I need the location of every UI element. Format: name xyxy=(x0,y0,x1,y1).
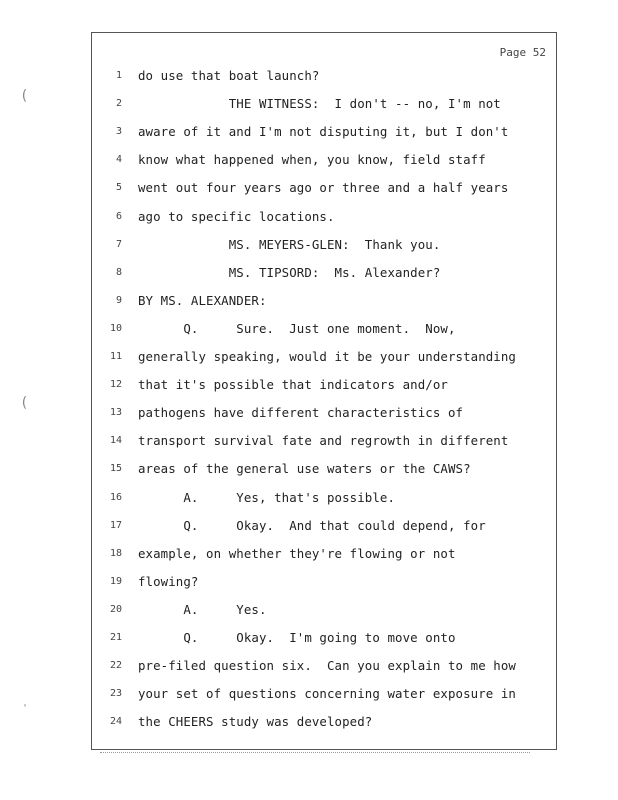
transcript-line xyxy=(92,320,556,340)
line-number: 23 xyxy=(109,688,122,700)
transcript-line xyxy=(92,236,556,256)
transcript-line xyxy=(92,657,556,677)
transcript-line xyxy=(92,545,556,565)
line-number: 8 xyxy=(115,266,122,278)
line-number: 3 xyxy=(115,126,122,138)
transcript-line xyxy=(92,713,556,733)
line-number: 1 xyxy=(115,70,122,81)
line-number: 20 xyxy=(109,603,122,615)
transcript-line xyxy=(92,179,556,199)
line-number: 24 xyxy=(109,716,122,728)
transcript-line xyxy=(92,517,556,537)
transcript-line xyxy=(92,95,556,115)
line-text: MS. TIPSORD: Ms. Alexander? xyxy=(138,264,441,280)
line-text: pathogens have different characteristics of xyxy=(138,405,464,421)
line-text: ago to specific locations. xyxy=(138,208,335,224)
line-number: 14 xyxy=(109,435,122,447)
line-number: 7 xyxy=(115,238,122,250)
line-text: areas of the general use waters or the CAWS? xyxy=(138,461,471,477)
line-text: Q. Sure. Just one moment. Now, xyxy=(138,320,456,336)
page-bottom-rule xyxy=(100,752,530,753)
line-text: Q. Okay. And that could depend, for xyxy=(138,517,486,533)
line-text: A. Yes, that's possible. xyxy=(138,489,396,505)
line-number: 4 xyxy=(115,154,122,166)
transcript-line xyxy=(92,264,556,284)
line-number: 15 xyxy=(109,463,122,475)
page-number: Page 52 xyxy=(499,46,546,59)
line-text: pre-filed question six. Can you explain to me how xyxy=(138,658,516,674)
line-number: 6 xyxy=(115,210,122,222)
line-text: your set of questions concerning water exposure in xyxy=(138,686,516,702)
transcript-line xyxy=(92,348,556,368)
line-text: aware of it and I'm not disputing it, but I don't xyxy=(138,124,509,140)
line-number: 18 xyxy=(109,547,122,559)
transcript-line xyxy=(92,292,556,312)
line-text: that it's possible that indicators and/or xyxy=(138,377,448,393)
transcript-line xyxy=(92,208,556,228)
transcript-line xyxy=(92,573,556,593)
line-number: 17 xyxy=(109,519,122,531)
line-number: 16 xyxy=(109,491,122,503)
line-text: THE WITNESS: I don't -- no, I'm not xyxy=(138,96,501,112)
line-number: 21 xyxy=(109,632,122,643)
line-text: transport survival fate and regrowth in different xyxy=(138,433,509,449)
line-number: 12 xyxy=(109,379,122,391)
transcript-line xyxy=(92,629,556,649)
transcript-line xyxy=(92,151,556,171)
line-text: know what happened when, you know, field staff xyxy=(138,152,486,168)
transcript-line xyxy=(92,601,556,621)
transcript-line xyxy=(92,489,556,509)
line-number: 11 xyxy=(109,351,122,362)
line-text: BY MS. ALEXANDER: xyxy=(138,292,267,308)
transcript-page xyxy=(91,32,557,750)
line-number: 13 xyxy=(109,407,122,419)
line-text: the CHEERS study was developed? xyxy=(138,714,373,730)
line-text: flowing? xyxy=(138,573,199,589)
line-number: 2 xyxy=(115,98,122,110)
line-number: 19 xyxy=(109,575,122,587)
line-text: generally speaking, would it be your understanding xyxy=(138,349,516,364)
margin-mark-top: ( xyxy=(20,88,29,104)
line-number: 22 xyxy=(109,660,122,672)
transcript-line xyxy=(92,685,556,705)
transcript-line xyxy=(92,123,556,143)
transcript-line xyxy=(92,376,556,396)
transcript-line xyxy=(92,432,556,452)
transcript-line xyxy=(92,460,556,480)
line-text: went out four years ago or three and a half years xyxy=(138,180,509,196)
line-number: 5 xyxy=(115,182,122,194)
line-text: A. Yes. xyxy=(138,601,267,617)
margin-mark-middle: ( xyxy=(20,395,29,411)
line-text: do use that boat launch? xyxy=(138,68,320,83)
transcript-line xyxy=(92,404,556,424)
line-number: 9 xyxy=(115,294,122,306)
line-text: Q. Okay. I'm going to move onto xyxy=(138,630,456,645)
line-text: example, on whether they're flowing or not xyxy=(138,545,456,561)
line-text: MS. MEYERS-GLEN: Thank you. xyxy=(138,236,441,252)
line-number: 10 xyxy=(109,322,122,334)
transcript-line xyxy=(92,67,556,87)
margin-mark-bottom: ' xyxy=(22,703,29,714)
